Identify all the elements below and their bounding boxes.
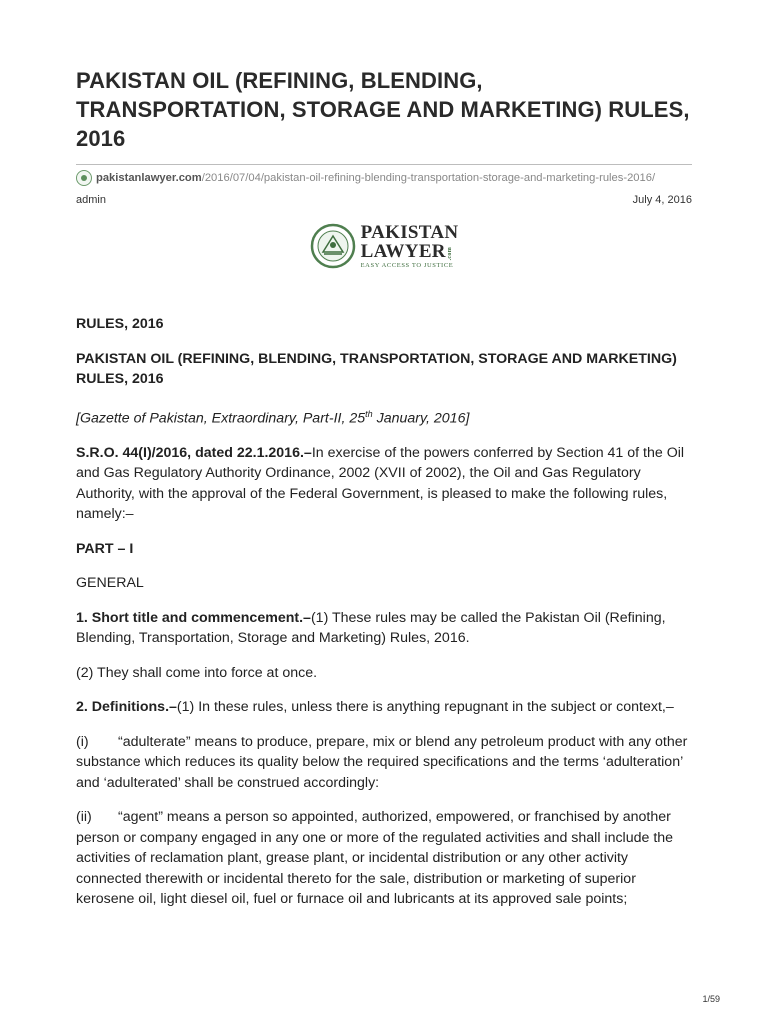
page-title: PAKISTAN OIL (REFINING, BLENDING, TRANSPORTATION, STORAGE AND MARKETING) RULES, 2016 (76, 68, 690, 151)
definition-ii-num: (ii) (76, 809, 92, 826)
rule-2 (76, 697, 692, 718)
source-path[interactable]: /2016/07/04/pakistan-oil-refining-blending-transportation-storage-and-marketing-rules-2016/ (201, 172, 656, 184)
document-page (76, 0, 692, 924)
sro-text: In exercise of the powers conferred by Section 41 of the Oil and Gas Regulatory Authority Ordinance, 2002 (XVII of 2002), the Oil and Gas Regulatory Authority, with the approval of the Federal Government, is pleased to make the following rules, namely:– (76, 444, 685, 523)
author: admin (76, 194, 106, 206)
site-logo (76, 221, 692, 271)
logo-tagline: EASY ACCESS TO JUSTICE (360, 261, 454, 269)
general-heading: GENERAL (76, 575, 144, 592)
definition-ii (76, 807, 692, 910)
definition-i-text: “adulterate” means to produce, prepare, mix or blend any petroleum product with any other substance which reduces its quality below the required specifications and the terms ‘adulteration’ and ‘adulterated’ shall be construed accordingly: (76, 733, 688, 791)
gazette-reference (76, 404, 692, 429)
rule-1 (76, 608, 692, 649)
sro-label: S.R.O. 44(I)/2016, dated 22.1.2016.– (76, 444, 312, 461)
source-domain[interactable]: pakistanlawyer.com (96, 172, 202, 184)
heading-act-title: PAKISTAN OIL (REFINING, BLENDING, TRANSPORTATION, STORAGE AND MARKETING) RULES, 2016 (76, 350, 677, 387)
logo-line2-text: LAWYER (360, 240, 446, 262)
post-meta (76, 194, 692, 206)
definition-ii-text: “agent” means a person so appointed, authorized, empowered, or franchised by another person or company engaged in any one or more of the regulated activities and shall include the activities of reclamation plant, grease plant, or incidental distribution or any other activity connected therewith or incidental thereto for the sale, distribution or marketing of superior kerosene oil, light diesel oil, fuel or furnace oil and lubricants at its approved sale points; (76, 809, 674, 908)
post-date: July 4, 2016 (632, 194, 692, 206)
definition-i-num: (i) (76, 733, 89, 750)
seal-icon (310, 223, 356, 269)
page-number: 1/59 (702, 994, 720, 1004)
sro-paragraph (76, 443, 692, 525)
heading-rules: RULES, 2016 (76, 316, 164, 332)
rule-1-2: (2) They shall come into force at once. (76, 664, 318, 681)
gazette-text-end: January, 2016] (372, 410, 470, 427)
rule-1-label: 1. Short title and commencement.– (76, 609, 311, 626)
source-url[interactable] (76, 169, 692, 187)
logo-line1: PAKISTAN (360, 221, 459, 243)
rule-2-label: 2. Definitions.– (76, 699, 177, 716)
article-body (76, 314, 692, 910)
rule-2-text: (1) In these rules, unless there is anything repugnant in the subject or context,– (176, 699, 674, 716)
logo-line2 (361, 242, 459, 261)
gazette-sup: th (365, 408, 373, 419)
site-favicon-icon (76, 170, 92, 186)
logo-wordmark (361, 223, 459, 270)
title-divider (76, 164, 692, 165)
rule-1-text: (1) These rules may be called the Pakistan Oil (Refining, Blending, Transportation, Storage and Marketing) Rules, 2016. (76, 609, 666, 647)
definition-i (76, 732, 692, 794)
logo-suffix: .com (446, 247, 453, 261)
part-heading: PART – I (76, 540, 134, 557)
gazette-text: [Gazette of Pakistan, Extraordinary, Part-II, 25 (76, 410, 366, 427)
